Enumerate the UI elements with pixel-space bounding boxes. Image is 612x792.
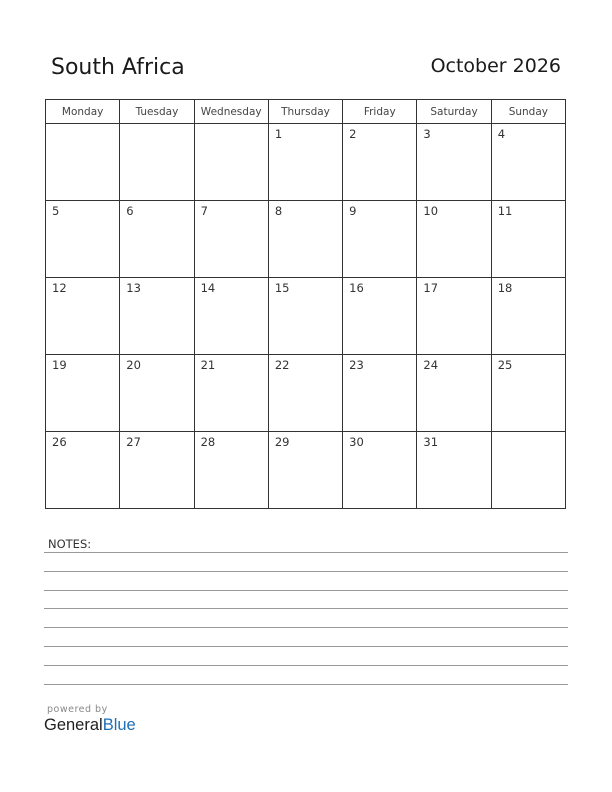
day-cell bbox=[268, 124, 342, 201]
note-line bbox=[44, 608, 568, 609]
day-cell bbox=[343, 124, 417, 201]
day-number: 19 bbox=[52, 358, 67, 372]
day-number: 3 bbox=[423, 127, 431, 141]
week-row bbox=[46, 201, 566, 278]
day-cell bbox=[46, 201, 120, 278]
day-cell bbox=[194, 278, 268, 355]
day-cell bbox=[343, 201, 417, 278]
day-cell bbox=[120, 201, 194, 278]
day-cell bbox=[491, 355, 565, 432]
day-number: 24 bbox=[423, 358, 439, 372]
day-cell bbox=[268, 355, 342, 432]
day-number: 30 bbox=[349, 435, 364, 449]
day-cell bbox=[46, 124, 120, 201]
day-number: 4 bbox=[497, 127, 506, 141]
day-number: 10 bbox=[423, 204, 439, 218]
day-number: 18 bbox=[497, 281, 513, 295]
day-number bbox=[120, 124, 193, 127]
note-line bbox=[44, 590, 568, 591]
day-number: 14 bbox=[200, 281, 216, 295]
day-number: 6 bbox=[126, 204, 134, 218]
day-cell bbox=[268, 278, 342, 355]
day-number: 5 bbox=[52, 204, 60, 218]
powered-by-label: powered by bbox=[47, 704, 108, 715]
day-cell bbox=[491, 201, 565, 278]
day-cell bbox=[343, 432, 417, 509]
day-cell bbox=[194, 201, 268, 278]
week-row bbox=[46, 355, 566, 432]
day-number bbox=[46, 124, 119, 127]
day-number: 28 bbox=[200, 435, 216, 449]
day-number: 20 bbox=[126, 358, 141, 372]
note-line bbox=[44, 627, 568, 628]
day-cell bbox=[194, 355, 268, 432]
day-cell bbox=[417, 278, 491, 355]
day-cell bbox=[343, 355, 417, 432]
day-cell bbox=[343, 278, 417, 355]
day-cell bbox=[120, 278, 194, 355]
day-number: 26 bbox=[52, 435, 67, 449]
day-number: 12 bbox=[52, 281, 67, 295]
calendar-grid bbox=[45, 99, 566, 509]
week-row bbox=[46, 278, 566, 355]
note-line bbox=[44, 552, 568, 553]
note-line bbox=[44, 665, 568, 666]
day-cell bbox=[491, 278, 565, 355]
day-number: 31 bbox=[423, 435, 439, 449]
day-cell bbox=[194, 432, 268, 509]
day-number: 27 bbox=[126, 435, 141, 449]
day-number: 29 bbox=[274, 435, 290, 449]
day-number: 15 bbox=[274, 281, 290, 295]
week-row bbox=[46, 432, 566, 509]
note-line bbox=[44, 646, 568, 647]
day-number: 11 bbox=[497, 204, 513, 218]
day-cell bbox=[120, 432, 194, 509]
day-number: 25 bbox=[497, 358, 513, 372]
day-number: 16 bbox=[349, 281, 364, 295]
day-number: 21 bbox=[200, 358, 216, 372]
day-number: 9 bbox=[349, 204, 357, 218]
day-cell bbox=[417, 355, 491, 432]
weekday-header: Thursday bbox=[268, 100, 342, 124]
day-number: 2 bbox=[349, 127, 357, 141]
day-cell bbox=[417, 432, 491, 509]
country-title: South Africa bbox=[51, 55, 185, 80]
week-row bbox=[46, 124, 566, 201]
notes-label: NOTES: bbox=[48, 537, 92, 551]
day-cell bbox=[46, 432, 120, 509]
note-line bbox=[44, 684, 568, 685]
day-cell bbox=[46, 278, 120, 355]
weekday-header: Monday bbox=[46, 100, 120, 124]
brand-blue-text: Blue bbox=[102, 716, 136, 734]
day-cell bbox=[120, 124, 194, 201]
day-number: 22 bbox=[274, 358, 290, 372]
note-line bbox=[44, 571, 568, 572]
weekday-header-row bbox=[46, 100, 566, 124]
brand-logo bbox=[44, 716, 136, 735]
day-cell bbox=[268, 201, 342, 278]
weekday-header: Sunday bbox=[491, 100, 565, 124]
day-cell bbox=[491, 124, 565, 201]
month-year-title: October 2026 bbox=[430, 55, 561, 77]
day-cell bbox=[120, 355, 194, 432]
day-number: 8 bbox=[274, 204, 283, 218]
day-number bbox=[492, 432, 565, 435]
day-number: 17 bbox=[423, 281, 439, 295]
day-cell bbox=[491, 432, 565, 509]
day-cell bbox=[417, 201, 491, 278]
day-number: 13 bbox=[126, 281, 141, 295]
brand-general-text: General bbox=[44, 716, 103, 734]
day-number bbox=[195, 124, 268, 127]
weekday-header: Tuesday bbox=[120, 100, 194, 124]
weekday-header: Wednesday bbox=[194, 100, 268, 124]
day-number: 7 bbox=[200, 204, 208, 218]
day-cell bbox=[417, 124, 491, 201]
day-number: 23 bbox=[349, 358, 364, 372]
weekday-header: Friday bbox=[343, 100, 417, 124]
weekday-header: Saturday bbox=[417, 100, 491, 124]
day-cell bbox=[194, 124, 268, 201]
day-cell bbox=[268, 432, 342, 509]
day-cell bbox=[46, 355, 120, 432]
day-number: 1 bbox=[274, 127, 283, 141]
